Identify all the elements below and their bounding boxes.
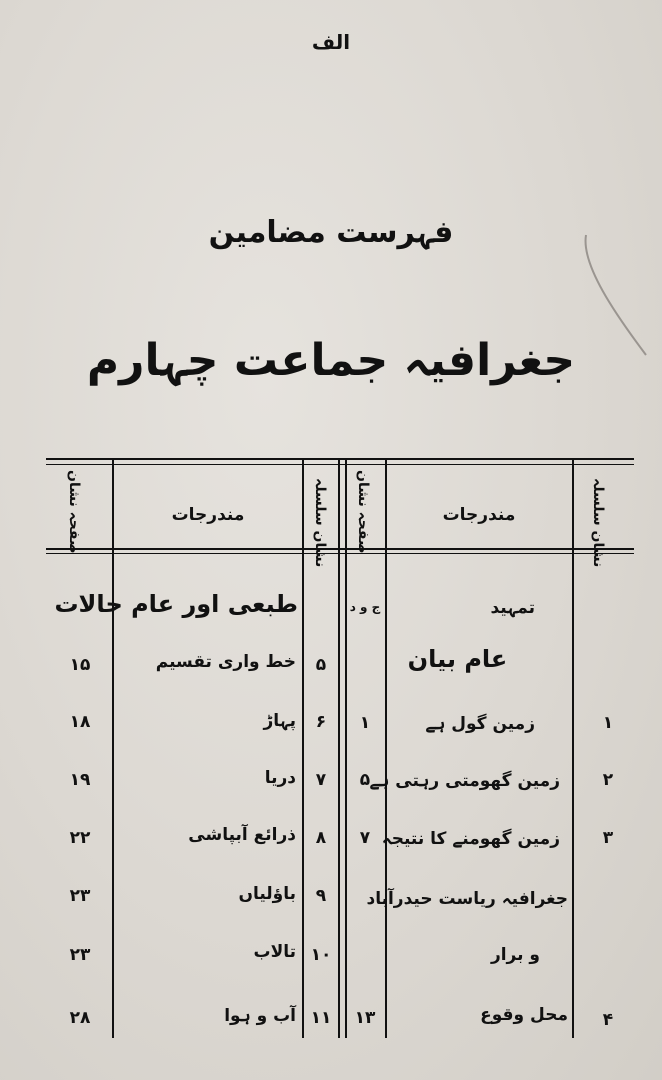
list-item-page: ۲۸ [69, 1008, 91, 1028]
list-item-serial: ۹ [315, 886, 327, 906]
list-item-title: باؤلیاں [238, 884, 296, 904]
page-marker: الف [311, 30, 351, 54]
header-page-left: صفحہ نشان [66, 470, 82, 554]
list-item-page: ۱۳ [354, 1008, 376, 1028]
list-item-page: ۱۸ [69, 712, 91, 732]
header-page-right: صفحہ نشان [355, 470, 371, 554]
list-item-title: و برار [490, 945, 540, 965]
list-item-title: محل وقوع [480, 1005, 568, 1025]
list-item-page: ۱۹ [69, 770, 91, 790]
list-item-serial: ۲ [602, 770, 614, 790]
list-item-page: ۵ [359, 770, 371, 790]
list-item-title: تمہید [490, 598, 535, 618]
table-header-rule [46, 548, 634, 550]
list-item-page: ۱ [359, 713, 371, 733]
table-header-rule-thin [46, 553, 634, 554]
table-top-rule [46, 458, 634, 460]
list-item-title: زمین گھومنے کا نتیجہ [381, 829, 560, 849]
list-item-title: آب و ہوا [224, 1006, 296, 1026]
list-item-page: ۲۳ [69, 886, 91, 906]
list-item-serial: ۸ [315, 828, 327, 848]
header-serial-left: نشان سلسلہ [312, 478, 328, 568]
column-divider [338, 458, 340, 1038]
list-item-title: زمین گھومتی رہتی ہے [369, 771, 560, 791]
header-contents-left: مندرجات [171, 505, 245, 525]
list-item-title: خط واری تقسیم [155, 652, 296, 672]
header-contents-right: مندرجات [442, 505, 516, 525]
table-top-rule-thin [46, 464, 634, 465]
column-divider [572, 458, 574, 1038]
header-serial-right: نشان سلسلہ [590, 478, 606, 568]
list-item-serial: ۷ [315, 770, 327, 790]
column-divider [112, 458, 114, 1038]
list-item-page: ج و د [349, 600, 381, 614]
list-item-title: زمین گول ہے [425, 714, 535, 734]
section-heading: عام بیان [407, 645, 508, 673]
list-item-title: تالاب [253, 942, 296, 962]
list-item-serial: ۶ [315, 712, 327, 732]
list-item-serial: ۱۱ [310, 1008, 332, 1028]
list-item-title: جغرافیہ ریاست حیدرآباد [366, 889, 568, 909]
list-item-title: دریا [264, 768, 296, 788]
list-item-page: ۲۲ [69, 828, 91, 848]
list-item-page: ۱۵ [69, 655, 91, 675]
list-item-title: پہاڑ [263, 711, 296, 731]
column-divider [385, 458, 387, 1038]
list-item-serial: ۳ [602, 828, 614, 848]
section-heading: طبعی اور عام حالات [54, 590, 298, 618]
list-item-serial: ۴ [602, 1010, 614, 1030]
list-item-serial: ۱ [602, 713, 614, 733]
list-item-title: ذرائع آبپاشی [188, 825, 296, 845]
list-item-serial: ۱۰ [310, 945, 332, 965]
list-item-serial: ۵ [315, 655, 327, 675]
list-item-page: ۷ [359, 828, 371, 848]
toc-title: فہرست مضامین [208, 215, 454, 250]
column-divider [345, 458, 347, 1038]
book-title: جغرافیہ جماعت چہارم [86, 335, 576, 386]
list-item-page: ۲۳ [69, 945, 91, 965]
